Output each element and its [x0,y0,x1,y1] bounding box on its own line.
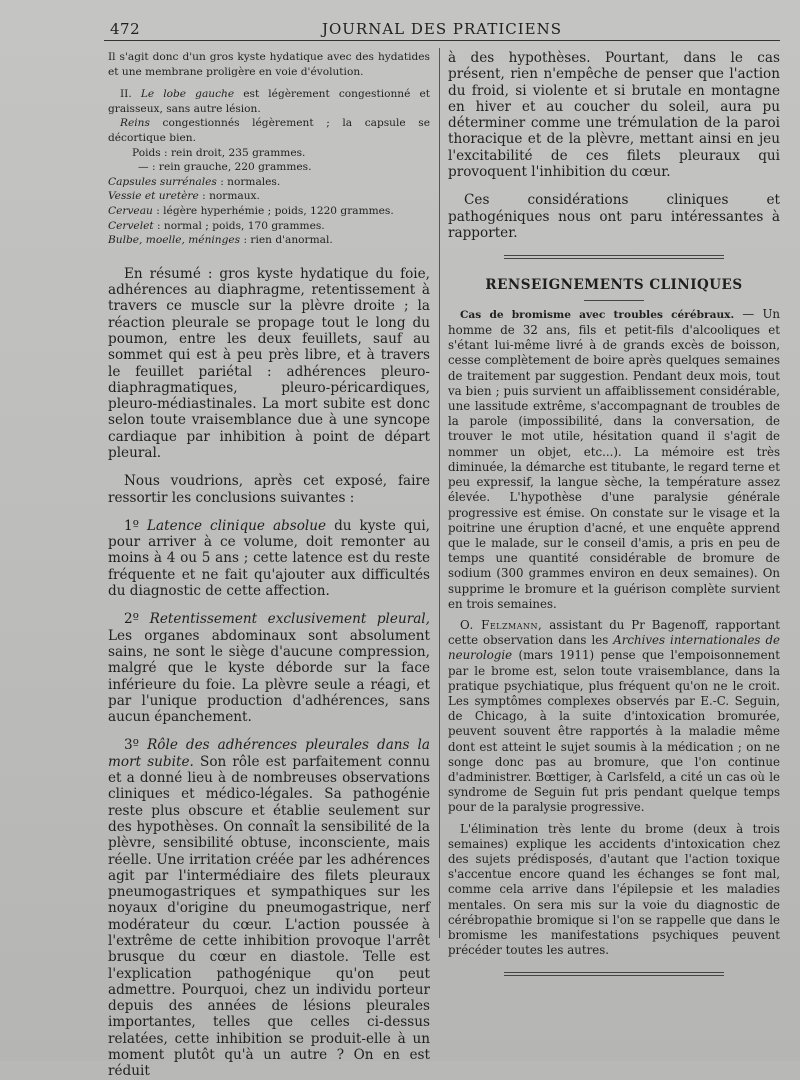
reins-droit-line: Poids : rein droit, 235 grammes. [132,146,306,159]
conclusions-intro: Nous voudrions, après cet exposé, faire ressortir les conclusions suivantes : [108,473,430,506]
bulbe-line: Bulbe, moelle, méninges : rien d'anormal. [108,234,333,247]
case-paragraph-1: Cas de bromisme avec troubles cérébraux. — Un homme de 32 ans, fils et petit-fils d'alcooliques et s'étant lui-même livré à de grands excès de boisson, cesse complètement de boire après quelques semaines de traitement par suggestion. Pendant deux mois, tout va bien ; puis survient un affaiblissement considérable, une lassitude extrême, s'accompagnant de troubles de la parole (impossibilité, dans la conversation, de trouver le mot utile, hésitation quand il s'agit de nommer un objet, etc...). La mémoire est très diminuée, la démarche est titubante, le regard terne et peu expressif, la langue sèche, la température assez élevée. L'hypothèse d'une paralysie générale progressive est émise. On constate sur le visage et la poitrine une éruption d'acné, et une enquête apprend que le malade, sur le conseil d'amis, a pris en peu de temps une quantité considérable de bromure de sodium (300 grammes environ en deux semaines). On supprime le bromure et la guérison complète survient en trois semaines. [448,306,780,611]
reins-gauche-line: — : rein grauche, 220 grammes. [138,161,312,174]
cerveau-line: Cerveau : légère hyperhémie ; poids, 1220 grammes. [108,204,394,217]
end-separator [504,972,724,976]
felzmann-paragraph: O. Felzmann, assistant du Pr Bagenoff, rapportant cette observation dans les Archives internationales de neurologie (mars 1911) pense que l'empoisonnement par le brome est, selon toute vraisemblance, dans la pratique psychiatique, plus fréquent qu'on ne le croit. Les symptômes complexes observés par E.-C. Seguin, de Chicago, à la suite d'intoxication bromurée, peuvent souvent être rapportés à la maladie même dont est atteint le sujet soumis à la médication ; on ne songe donc pas au bromure, que l'on continue d'administrer. Bœttiger, à Carlsfeld, a cité un cas où le syndrome de Seguin fut pris pendant quelque temps pour de la paralysie progressive. [448,617,781,815]
elimination-paragraph: L'élimination très lente du brome (deux à trois semaines) explique les accidents d'intoxication chez des sujets prédisposés, d'autant que l'action toxique s'accentue encore quand les échanges se font mal, comme cela arrive dans l'épilepsie et les maladies mentales. On sera mis sur la voie du diagnostic de cérébropathie bromique si l'on se rappelle que dans le bromisme les manifestations psychiques peuvent précéder toutes les autres. [448,821,780,958]
continuation-paragraph: à des hypothèses. Pourtant, dans le cas présent, rien n'empêche de penser que l'action du froid, si violente et si brutale en montagne en hiver et au coucher du soleil, aura pu déterminer comme une trémulation de la paroi thoracique et de la plèvre, mettant ainsi en jeu l'excitabilité de ces filets pleuraux qui provoquent l'inhibition du cœur. [448,50,780,181]
vessie-line: Vessie et uretère : normaux. [108,190,260,203]
right-column [448,50,780,976]
conclusion-3: 3º Rôle des adhérences pleurales dans la mort subite. Son rôle est parfaitement connu et a donné lieu à de nombreuses observations cliniques et médico-légales. Sa pathogénie reste plus obscure et établie seulement sur des hypothèses. On connaît la sensibilité de la plèvre, sensibilité obtuse, inconsciente, mais réelle. Une irritation créée par les adhérences agit par l'intermédiaire des filets pleuraux pneumogastriques et sympathiques sur les noyaux d'origine du pneumogastrique, nerf modérateur du cœur. L'action poussée à l'extrême de cette inhibition provoque l'arrêt brusque du cœur en diastole. Telle est l'explication pathogénique qu'on peut admettre. Pourquoi, chez un individu porteur depuis des années de lésions pleurales importantes, telles que celles ci-dessus relatées, cette inhibition se produit-elle à un moment plutôt qu'à un autre ? On en est réduit [108,737,431,1080]
conclusion-1: 1º Latence clinique absolue du kyste qui, pour arriver à ce volume, doit remonter au moins à 4 ou 5 ans ; cette latence est du reste fréquente et ne fait qu'ajouter aux difficultés du diagnostic de cette affection. [108,517,430,600]
discussion [108,266,430,1080]
column-divider [439,48,440,938]
page-header [104,18,780,41]
resume-paragraph: En résumé : gros kyste hydatique du foie, adhérences au diaphragme, retentissement à travers ce muscle sur la plèvre droite ; la réaction pleurale se propage tout le long du poumon, entre les deux feuillets, sauf au sommet qui est à peu près libre, et à travers le feuillet pariétal : adhérences pleuro-diaphragmatiques, pleuro-péricardiques, pleuro-médiastinales. La mort subite est donc selon toute vraisemblance due à une syncope cardiaque par inhibition à point de départ pleural. [108,265,430,461]
case-title: Cas de bromisme avec troubles cérébraux. [460,308,735,321]
page-number: 472 [110,20,141,38]
conclusion-2: 2º Retentissement exclusivement pleural, Les organes abdominaux sont absolument sains, ne sont le siège d'aucune compression, malgré que le kyste déborde sur la face inférieure du foie. La plèvre seule a réagi, et par l'unique production d'adhérences, sans aucun épanchement. [108,611,430,726]
section-title: RENSEIGNEMENTS CLINIQUES [485,277,743,294]
journal-title: JOURNAL DES PRATICIENS [321,20,563,38]
clinical-case [448,307,780,959]
considerations-paragraph: Ces considérations cliniques et pathogéniques nous ont paru intéressantes à rapporter. [448,192,780,241]
cervelet-line: Cervelet : normal ; poids, 170 grammes. [108,219,325,232]
capsules-line: Capsules surrénales : normales. [108,175,281,188]
left-column [108,50,430,1080]
autopsy-paragraph-1: Il s'agit donc d'un gros kyste hydatique avec des hydatides et une membrane proligère en voie d'évolution. [108,51,430,78]
reins-line: Reins congestionnés légèrement ; la capsule se décortique bien. [108,117,430,144]
autopsy-notes [108,50,430,248]
discussion-continued [448,50,780,241]
autopsy-paragraph-2: II. Le lobe gauche est légèrement congestionné et graisseux, sans autre lésion. [108,88,431,115]
